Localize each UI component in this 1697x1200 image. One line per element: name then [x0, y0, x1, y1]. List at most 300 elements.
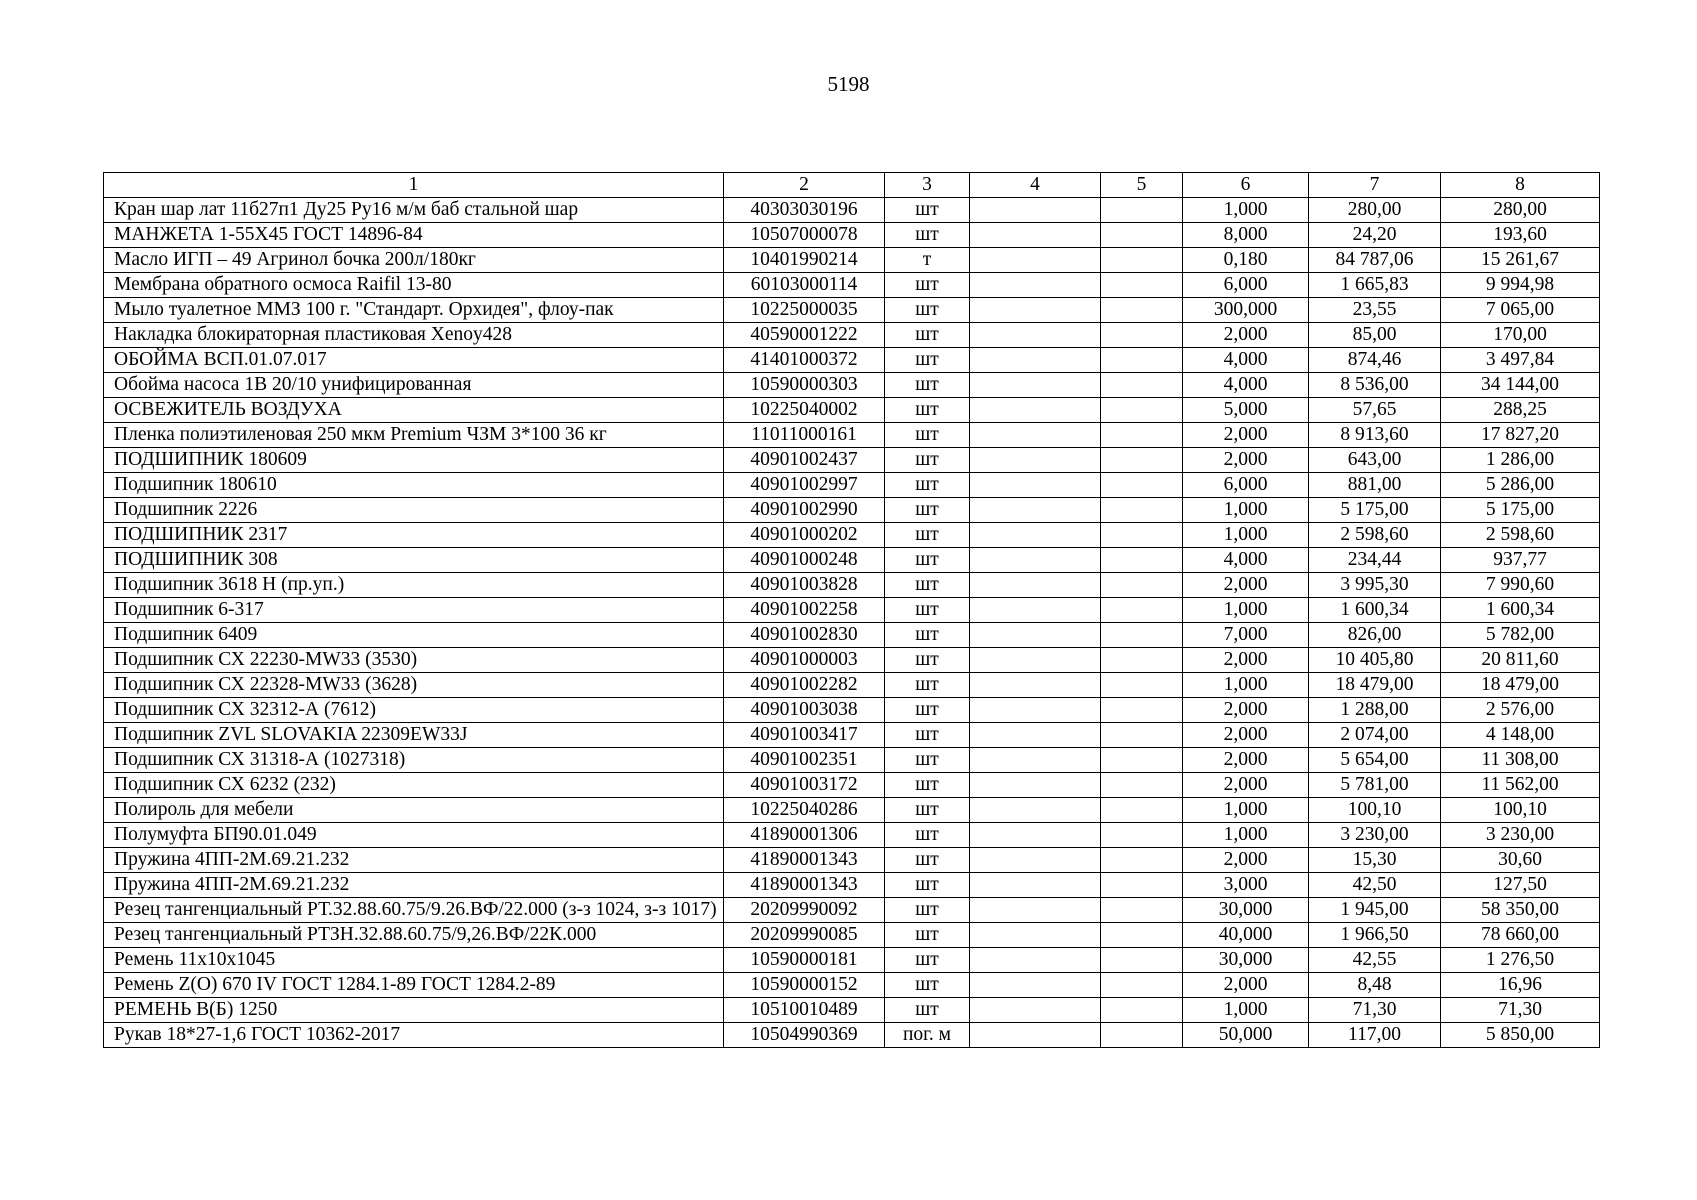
item-sum-cell: 34 144,00 — [1441, 373, 1600, 398]
item-code-cell: 41890001343 — [724, 848, 885, 873]
table-row — [104, 823, 1600, 848]
table-row — [104, 623, 1600, 648]
item-code-cell: 10225000035 — [724, 298, 885, 323]
table-row — [104, 198, 1600, 223]
item-name-cell: Кран шар лат 11б27п1 Ду25 Ру16 м/м баб стальной шар — [104, 198, 724, 223]
table-row — [104, 848, 1600, 873]
item-code-cell: 10401990214 — [724, 248, 885, 273]
item-code-cell: 60103000114 — [724, 273, 885, 298]
item-sum-cell: 127,50 — [1441, 873, 1600, 898]
item-price-cell: 2 598,60 — [1309, 523, 1441, 548]
table-row — [104, 523, 1600, 548]
item-col5-cell — [1101, 798, 1183, 823]
table-row — [104, 348, 1600, 373]
item-col4-cell — [970, 748, 1101, 773]
item-quantity-cell: 1,000 — [1183, 198, 1309, 223]
item-col4-cell — [970, 573, 1101, 598]
item-col5-cell — [1101, 1023, 1183, 1048]
item-unit-cell: шт — [885, 398, 970, 423]
item-quantity-cell: 30,000 — [1183, 948, 1309, 973]
item-col4-cell — [970, 823, 1101, 848]
column-header: 5 — [1101, 173, 1183, 198]
item-name-cell: Подшипник СХ 22328-MW33 (3628) — [104, 673, 724, 698]
item-col4-cell — [970, 398, 1101, 423]
item-name-cell: Подшипник 3618 Н (пр.уп.) — [104, 573, 724, 598]
item-col5-cell — [1101, 523, 1183, 548]
table-row — [104, 748, 1600, 773]
item-quantity-cell: 7,000 — [1183, 623, 1309, 648]
item-sum-cell: 16,96 — [1441, 973, 1600, 998]
item-sum-cell: 3 497,84 — [1441, 348, 1600, 373]
item-col4-cell — [970, 248, 1101, 273]
table-row — [104, 923, 1600, 948]
item-unit-cell: шт — [885, 473, 970, 498]
item-col4-cell — [970, 923, 1101, 948]
item-code-cell: 10510010489 — [724, 998, 885, 1023]
item-name-cell: Обойма насоса 1В 20/10 унифицированная — [104, 373, 724, 398]
item-code-cell: 10590000303 — [724, 373, 885, 398]
item-col4-cell — [970, 473, 1101, 498]
item-sum-cell: 1 600,34 — [1441, 598, 1600, 623]
item-col5-cell — [1101, 298, 1183, 323]
item-col5-cell — [1101, 198, 1183, 223]
item-col4-cell — [970, 848, 1101, 873]
item-col5-cell — [1101, 923, 1183, 948]
item-code-cell: 40901002282 — [724, 673, 885, 698]
item-price-cell: 100,10 — [1309, 798, 1441, 823]
item-col4-cell — [970, 448, 1101, 473]
item-quantity-cell: 2,000 — [1183, 323, 1309, 348]
item-quantity-cell: 4,000 — [1183, 348, 1309, 373]
item-code-cell: 10507000078 — [724, 223, 885, 248]
item-sum-cell: 20 811,60 — [1441, 648, 1600, 673]
item-unit-cell: шт — [885, 523, 970, 548]
item-col4-cell — [970, 273, 1101, 298]
column-header: 4 — [970, 173, 1101, 198]
item-sum-cell: 5 286,00 — [1441, 473, 1600, 498]
item-col5-cell — [1101, 973, 1183, 998]
item-name-cell: Подшипник 180610 — [104, 473, 724, 498]
table-row — [104, 648, 1600, 673]
item-price-cell: 42,50 — [1309, 873, 1441, 898]
item-unit-cell: шт — [885, 923, 970, 948]
table-row — [104, 773, 1600, 798]
item-quantity-cell: 30,000 — [1183, 898, 1309, 923]
item-unit-cell: шт — [885, 548, 970, 573]
item-code-cell: 40901000003 — [724, 648, 885, 673]
item-name-cell: Резец тангенциальный РТЗН.32.88.60.75/9,26.ВФ/22К.000 — [104, 923, 724, 948]
item-col5-cell — [1101, 448, 1183, 473]
item-sum-cell: 7 990,60 — [1441, 573, 1600, 598]
item-quantity-cell: 6,000 — [1183, 473, 1309, 498]
item-name-cell: Мембрана обратного осмоса Raifil 13-80 — [104, 273, 724, 298]
item-code-cell: 10225040286 — [724, 798, 885, 823]
item-name-cell: Подшипник 6409 — [104, 623, 724, 648]
item-sum-cell: 1 286,00 — [1441, 448, 1600, 473]
table-row — [104, 473, 1600, 498]
item-quantity-cell: 0,180 — [1183, 248, 1309, 273]
item-code-cell: 41890001343 — [724, 873, 885, 898]
table-row — [104, 398, 1600, 423]
table-row — [104, 423, 1600, 448]
column-header: 6 — [1183, 173, 1309, 198]
item-quantity-cell: 1,000 — [1183, 998, 1309, 1023]
item-quantity-cell: 2,000 — [1183, 848, 1309, 873]
item-code-cell: 40901003172 — [724, 773, 885, 798]
item-price-cell: 643,00 — [1309, 448, 1441, 473]
item-price-cell: 8 536,00 — [1309, 373, 1441, 398]
item-code-cell: 40901003038 — [724, 698, 885, 723]
table-row — [104, 998, 1600, 1023]
item-quantity-cell: 1,000 — [1183, 673, 1309, 698]
item-unit-cell: шт — [885, 773, 970, 798]
item-unit-cell: шт — [885, 848, 970, 873]
item-price-cell: 8 913,60 — [1309, 423, 1441, 448]
table-row — [104, 298, 1600, 323]
item-col4-cell — [970, 523, 1101, 548]
item-unit-cell: шт — [885, 748, 970, 773]
item-unit-cell: шт — [885, 598, 970, 623]
item-price-cell: 23,55 — [1309, 298, 1441, 323]
item-sum-cell: 5 175,00 — [1441, 498, 1600, 523]
item-code-cell: 40901002258 — [724, 598, 885, 623]
item-price-cell: 1 945,00 — [1309, 898, 1441, 923]
item-name-cell: Мыло туалетное ММЗ 100 г. "Стандарт. Орхидея", флоу-пак — [104, 298, 724, 323]
item-sum-cell: 193,60 — [1441, 223, 1600, 248]
item-col4-cell — [970, 623, 1101, 648]
item-col5-cell — [1101, 273, 1183, 298]
item-name-cell: Резец тангенциальный РТ.32.88.60.75/9.26.ВФ/22.000 (з-з 1024, з-з 1017) — [104, 898, 724, 923]
item-unit-cell: шт — [885, 973, 970, 998]
table-row — [104, 323, 1600, 348]
item-unit-cell: шт — [885, 723, 970, 748]
item-quantity-cell: 2,000 — [1183, 698, 1309, 723]
item-col4-cell — [970, 198, 1101, 223]
item-sum-cell: 9 994,98 — [1441, 273, 1600, 298]
table-row — [104, 248, 1600, 273]
item-col5-cell — [1101, 623, 1183, 648]
item-unit-cell: шт — [885, 823, 970, 848]
item-name-cell: Пружина 4ПП-2М.69.21.232 — [104, 873, 724, 898]
item-unit-cell: шт — [885, 898, 970, 923]
item-col5-cell — [1101, 673, 1183, 698]
item-price-cell: 234,44 — [1309, 548, 1441, 573]
table-row — [104, 873, 1600, 898]
item-price-cell: 10 405,80 — [1309, 648, 1441, 673]
item-col4-cell — [970, 798, 1101, 823]
item-col5-cell — [1101, 323, 1183, 348]
item-name-cell: ОСВЕЖИТЕЛЬ ВОЗДУХА — [104, 398, 724, 423]
item-sum-cell: 78 660,00 — [1441, 923, 1600, 948]
item-price-cell: 826,00 — [1309, 623, 1441, 648]
item-unit-cell: пог. м — [885, 1023, 970, 1048]
item-col4-cell — [970, 698, 1101, 723]
item-quantity-cell: 1,000 — [1183, 523, 1309, 548]
table-row — [104, 673, 1600, 698]
item-price-cell: 24,20 — [1309, 223, 1441, 248]
item-code-cell: 40901003828 — [724, 573, 885, 598]
item-name-cell: Подшипник СХ 6232 (232) — [104, 773, 724, 798]
item-col4-cell — [970, 998, 1101, 1023]
item-price-cell: 1 966,50 — [1309, 923, 1441, 948]
item-price-cell: 57,65 — [1309, 398, 1441, 423]
table-row — [104, 548, 1600, 573]
item-col4-cell — [970, 298, 1101, 323]
item-price-cell: 18 479,00 — [1309, 673, 1441, 698]
item-name-cell: Пружина 4ПП-2М.69.21.232 — [104, 848, 724, 873]
item-quantity-cell: 300,000 — [1183, 298, 1309, 323]
item-sum-cell: 17 827,20 — [1441, 423, 1600, 448]
table-row — [104, 898, 1600, 923]
item-price-cell: 874,46 — [1309, 348, 1441, 373]
item-col5-cell — [1101, 473, 1183, 498]
item-code-cell: 40901002997 — [724, 473, 885, 498]
item-sum-cell: 2 576,00 — [1441, 698, 1600, 723]
table-row — [104, 448, 1600, 473]
item-code-cell: 10590000181 — [724, 948, 885, 973]
item-sum-cell: 58 350,00 — [1441, 898, 1600, 923]
item-col5-cell — [1101, 848, 1183, 873]
item-col5-cell — [1101, 373, 1183, 398]
table-row — [104, 373, 1600, 398]
table-row — [104, 598, 1600, 623]
item-name-cell: Ремень 11х10х1045 — [104, 948, 724, 973]
item-unit-cell: шт — [885, 223, 970, 248]
item-quantity-cell: 4,000 — [1183, 548, 1309, 573]
item-code-cell: 40901002437 — [724, 448, 885, 473]
item-name-cell: ОБОЙМА ВСП.01.07.017 — [104, 348, 724, 373]
column-header: 8 — [1441, 173, 1600, 198]
item-sum-cell: 18 479,00 — [1441, 673, 1600, 698]
item-quantity-cell: 2,000 — [1183, 423, 1309, 448]
item-price-cell: 3 230,00 — [1309, 823, 1441, 848]
table-row — [104, 498, 1600, 523]
item-code-cell: 40303030196 — [724, 198, 885, 223]
item-sum-cell: 11 308,00 — [1441, 748, 1600, 773]
item-price-cell: 85,00 — [1309, 323, 1441, 348]
item-price-cell: 5 781,00 — [1309, 773, 1441, 798]
item-col4-cell — [970, 323, 1101, 348]
item-quantity-cell: 1,000 — [1183, 598, 1309, 623]
item-quantity-cell: 1,000 — [1183, 498, 1309, 523]
item-name-cell: Подшипник 6-317 — [104, 598, 724, 623]
item-col4-cell — [970, 973, 1101, 998]
item-unit-cell: т — [885, 248, 970, 273]
item-name-cell: Подшипник СХ 32312-А (7612) — [104, 698, 724, 723]
item-price-cell: 3 995,30 — [1309, 573, 1441, 598]
item-sum-cell: 2 598,60 — [1441, 523, 1600, 548]
item-quantity-cell: 2,000 — [1183, 573, 1309, 598]
item-col5-cell — [1101, 648, 1183, 673]
item-quantity-cell: 6,000 — [1183, 273, 1309, 298]
item-col5-cell — [1101, 598, 1183, 623]
item-code-cell: 10590000152 — [724, 973, 885, 998]
item-quantity-cell: 4,000 — [1183, 373, 1309, 398]
item-sum-cell: 30,60 — [1441, 848, 1600, 873]
item-col5-cell — [1101, 398, 1183, 423]
item-col4-cell — [970, 373, 1101, 398]
item-unit-cell: шт — [885, 673, 970, 698]
table-row — [104, 798, 1600, 823]
item-col4-cell — [970, 948, 1101, 973]
item-price-cell: 8,48 — [1309, 973, 1441, 998]
item-quantity-cell: 3,000 — [1183, 873, 1309, 898]
item-col5-cell — [1101, 698, 1183, 723]
item-unit-cell: шт — [885, 573, 970, 598]
item-unit-cell: шт — [885, 198, 970, 223]
items-table — [103, 172, 1600, 1048]
item-code-cell: 20209990092 — [724, 898, 885, 923]
item-quantity-cell: 2,000 — [1183, 723, 1309, 748]
item-col5-cell — [1101, 898, 1183, 923]
item-col4-cell — [970, 598, 1101, 623]
item-unit-cell: шт — [885, 698, 970, 723]
item-unit-cell: шт — [885, 448, 970, 473]
item-code-cell: 10225040002 — [724, 398, 885, 423]
item-code-cell: 40901000202 — [724, 523, 885, 548]
item-sum-cell: 1 276,50 — [1441, 948, 1600, 973]
item-price-cell: 881,00 — [1309, 473, 1441, 498]
item-price-cell: 280,00 — [1309, 198, 1441, 223]
table-row — [104, 948, 1600, 973]
table-row — [104, 973, 1600, 998]
item-name-cell: ПОДШИПНИК 308 — [104, 548, 724, 573]
table-row — [104, 573, 1600, 598]
item-sum-cell: 280,00 — [1441, 198, 1600, 223]
item-sum-cell: 5 850,00 — [1441, 1023, 1600, 1048]
item-name-cell: ПОДШИПНИК 2317 — [104, 523, 724, 548]
item-price-cell: 1 288,00 — [1309, 698, 1441, 723]
item-sum-cell: 937,77 — [1441, 548, 1600, 573]
item-quantity-cell: 2,000 — [1183, 973, 1309, 998]
table-row — [104, 1023, 1600, 1048]
item-quantity-cell: 40,000 — [1183, 923, 1309, 948]
item-col4-cell — [970, 898, 1101, 923]
item-name-cell: Подшипник 2226 — [104, 498, 724, 523]
item-name-cell: Масло ИГП – 49 Агринол бочка 200л/180кг — [104, 248, 724, 273]
item-col4-cell — [970, 673, 1101, 698]
item-name-cell: ПОДШИПНИК 180609 — [104, 448, 724, 473]
column-header: 7 — [1309, 173, 1441, 198]
item-unit-cell: шт — [885, 423, 970, 448]
item-col4-cell — [970, 873, 1101, 898]
item-price-cell: 117,00 — [1309, 1023, 1441, 1048]
item-code-cell: 11011000161 — [724, 423, 885, 448]
item-col5-cell — [1101, 548, 1183, 573]
item-col5-cell — [1101, 348, 1183, 373]
item-col4-cell — [970, 548, 1101, 573]
column-header: 2 — [724, 173, 885, 198]
item-price-cell: 84 787,06 — [1309, 248, 1441, 273]
item-quantity-cell: 1,000 — [1183, 798, 1309, 823]
item-unit-cell: шт — [885, 273, 970, 298]
column-header: 3 — [885, 173, 970, 198]
item-price-cell: 15,30 — [1309, 848, 1441, 873]
item-col5-cell — [1101, 573, 1183, 598]
item-unit-cell: шт — [885, 323, 970, 348]
item-price-cell: 1 665,83 — [1309, 273, 1441, 298]
table-header-row — [104, 173, 1600, 198]
item-unit-cell: шт — [885, 373, 970, 398]
item-name-cell: МАНЖЕТА 1-55Х45 ГОСТ 14896-84 — [104, 223, 724, 248]
item-name-cell: Пленка полиэтиленовая 250 мкм Premium ЧЗМ 3*100 36 кг — [104, 423, 724, 448]
item-name-cell: Подшипник СХ 22230-MW33 (3530) — [104, 648, 724, 673]
item-quantity-cell: 50,000 — [1183, 1023, 1309, 1048]
item-col4-cell — [970, 648, 1101, 673]
item-quantity-cell: 2,000 — [1183, 648, 1309, 673]
item-unit-cell: шт — [885, 498, 970, 523]
item-col5-cell — [1101, 823, 1183, 848]
item-col5-cell — [1101, 948, 1183, 973]
item-price-cell: 42,55 — [1309, 948, 1441, 973]
item-name-cell: РЕМЕНЬ В(Б) 1250 — [104, 998, 724, 1023]
table-row — [104, 273, 1600, 298]
item-col4-cell — [970, 1023, 1101, 1048]
item-col5-cell — [1101, 248, 1183, 273]
item-code-cell: 20209990085 — [724, 923, 885, 948]
item-name-cell: Накладка блокираторная пластиковая Xenoy428 — [104, 323, 724, 348]
item-price-cell: 5 654,00 — [1309, 748, 1441, 773]
item-quantity-cell: 8,000 — [1183, 223, 1309, 248]
item-name-cell: Подшипник СХ 31318-А (1027318) — [104, 748, 724, 773]
item-quantity-cell: 2,000 — [1183, 448, 1309, 473]
item-code-cell: 40901002990 — [724, 498, 885, 523]
item-price-cell: 1 600,34 — [1309, 598, 1441, 623]
item-col4-cell — [970, 723, 1101, 748]
item-quantity-cell: 1,000 — [1183, 823, 1309, 848]
item-sum-cell: 15 261,67 — [1441, 248, 1600, 273]
item-sum-cell: 5 782,00 — [1441, 623, 1600, 648]
item-name-cell: Полумуфта БП90.01.049 — [104, 823, 724, 848]
item-sum-cell: 71,30 — [1441, 998, 1600, 1023]
item-code-cell: 40901002351 — [724, 748, 885, 773]
item-col4-cell — [970, 423, 1101, 448]
item-price-cell: 2 074,00 — [1309, 723, 1441, 748]
item-sum-cell: 100,10 — [1441, 798, 1600, 823]
item-name-cell: Полироль для мебели — [104, 798, 724, 823]
table-row — [104, 698, 1600, 723]
item-sum-cell: 3 230,00 — [1441, 823, 1600, 848]
item-col5-cell — [1101, 723, 1183, 748]
column-header: 1 — [104, 173, 724, 198]
item-unit-cell: шт — [885, 623, 970, 648]
item-code-cell: 41401000372 — [724, 348, 885, 373]
item-col5-cell — [1101, 423, 1183, 448]
item-name-cell: Ремень Z(O) 670 IV ГОСТ 1284.1-89 ГОСТ 1284.2-89 — [104, 973, 724, 998]
item-price-cell: 71,30 — [1309, 998, 1441, 1023]
item-sum-cell: 7 065,00 — [1441, 298, 1600, 323]
item-sum-cell: 4 148,00 — [1441, 723, 1600, 748]
item-quantity-cell: 2,000 — [1183, 748, 1309, 773]
item-sum-cell: 11 562,00 — [1441, 773, 1600, 798]
item-code-cell: 10504990369 — [724, 1023, 885, 1048]
item-sum-cell: 170,00 — [1441, 323, 1600, 348]
item-col4-cell — [970, 348, 1101, 373]
item-code-cell: 40901003417 — [724, 723, 885, 748]
table-row — [104, 223, 1600, 248]
item-col5-cell — [1101, 873, 1183, 898]
item-quantity-cell: 2,000 — [1183, 773, 1309, 798]
item-name-cell: Рукав 18*27-1,6 ГОСТ 10362-2017 — [104, 1023, 724, 1048]
item-unit-cell: шт — [885, 998, 970, 1023]
item-code-cell: 40590001222 — [724, 323, 885, 348]
item-col4-cell — [970, 773, 1101, 798]
table-row — [104, 723, 1600, 748]
item-col5-cell — [1101, 998, 1183, 1023]
item-unit-cell: шт — [885, 798, 970, 823]
item-unit-cell: шт — [885, 348, 970, 373]
page-number: 5198 — [827, 72, 870, 96]
